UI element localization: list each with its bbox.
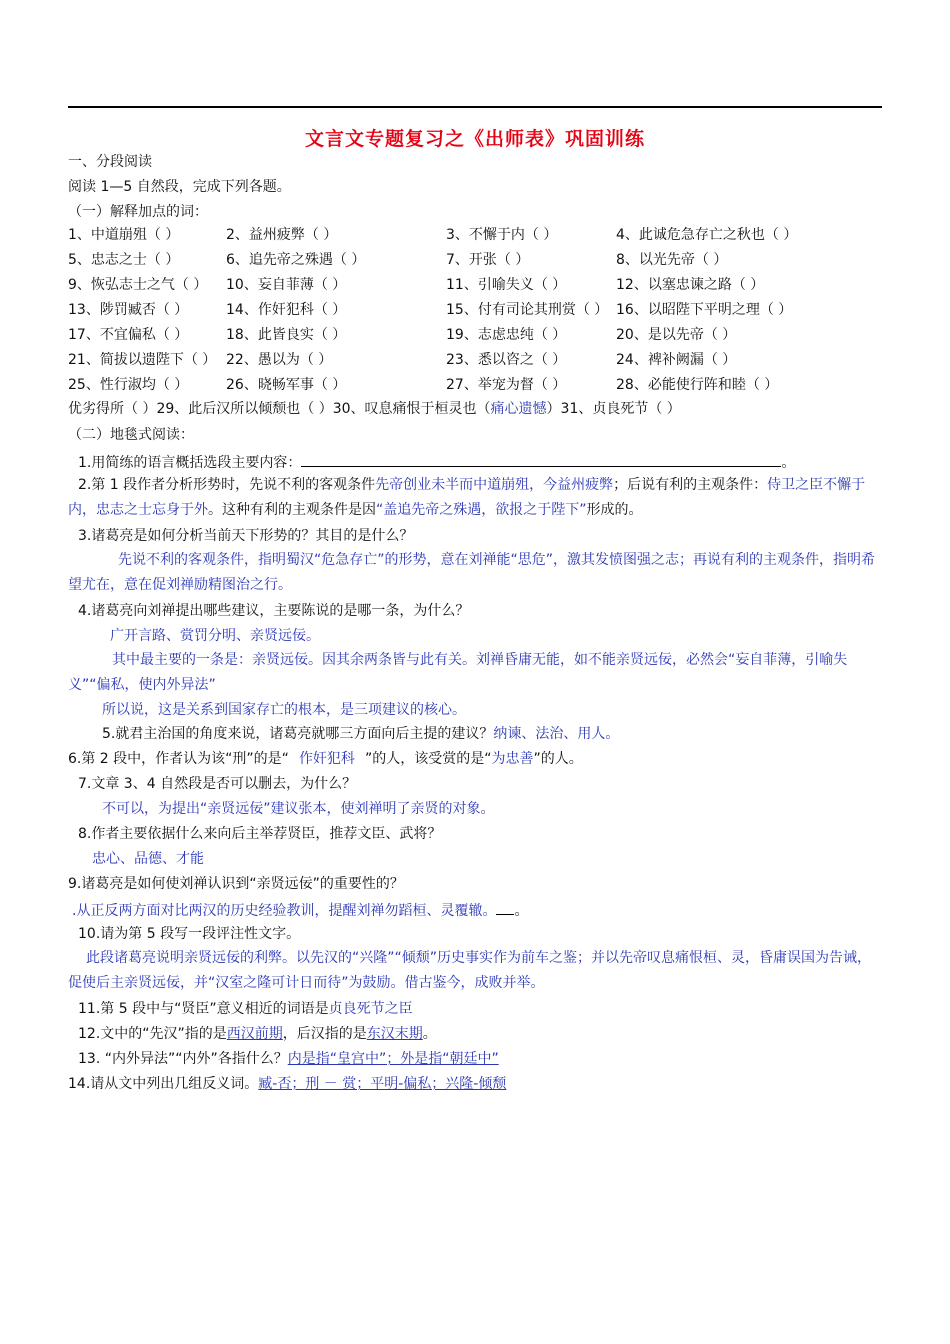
answer-9: .从正反两方面对比两汉的历史经验教训，提醒刘禅勿蹈桓、灵覆辙。 。 — [72, 900, 892, 920]
vocab-item: 5、忠志之士（ ） — [68, 252, 180, 268]
vocab-item: 8、以光先帝（ ） — [616, 252, 728, 268]
vocab-item: 7、开张（ ） — [446, 252, 530, 268]
vocab-item: 22、愚以为（ ） — [226, 352, 333, 368]
vocab-item: 3、不懈于内（ ） — [446, 227, 558, 243]
vocab-item: 20、是以先帝（ ） — [616, 327, 737, 343]
vocab-item: 4、此诚危急存亡之秋也（ ） — [616, 227, 798, 243]
answer-blank[interactable] — [496, 900, 514, 915]
vocab-item: 27、举宠为督（ ） — [446, 377, 567, 393]
question-14: 14.请从文中列出几组反义词。臧-否；刑 － 赏；平明-偏私；兴隆-倾颓 — [68, 1076, 507, 1092]
vocab-item: 9、恢弘志士之气（ ） — [68, 277, 208, 293]
header-rule — [68, 106, 882, 108]
question-11: 11.第 5 段中与“贤臣”意义相近的词语是贞良死节之臣 — [78, 1001, 413, 1017]
question-9: 9.诸葛亮是如何使刘禅认识到“亲贤远佞”的重要性的？ — [68, 876, 404, 892]
vocab-item: 26、晓畅军事（ ） — [226, 377, 347, 393]
vocab-item: 15、付有司论其刑赏（ ） — [446, 302, 609, 318]
subsection-heading-2: （二）地毯式阅读： — [68, 427, 194, 443]
answer-7: 不可以，为提出“亲贤远佞”建议张本，使刘禅明了亲贤的对象。 — [102, 801, 495, 817]
answer-4-2: 其中最主要的一条是：亲贤远佞。因其余两条皆与此有关。刘禅昏庸无能，如不能亲贤远佞，必然会“妄自菲薄，引喻失义”“偏私，使内外异法” — [68, 652, 848, 693]
question-5: 5.就君主治国的角度来说，诸葛亮就哪三方面向后主提的建议？纳谏、法治、用人。 — [102, 726, 620, 742]
vocab-row — [68, 226, 888, 244]
question-6: 6.第 2 段中，作者认为该“刑”的是“ 作奸犯科 ”的人，该受赏的是“为忠善”的人。 — [68, 751, 583, 767]
vocab-item: 19、志虑忠纯（ ） — [446, 327, 567, 343]
question-8: 8.作者主要依据什么来向后主举荐贤臣，推荐文臣、武将？ — [78, 826, 442, 842]
vocab-row — [68, 251, 888, 269]
vocab-item: 13、陟罚臧否（ ） — [68, 302, 189, 318]
question-2: 2.第 1 段作者分析形势时，先说不利的客观条件先帝创业未半而中道崩殂，今益州疲弊；后说有利的主观条件：侍卫之臣不懈于内，忠志之士忘身于外。这种有利的主观条件是因“盖追先帝之殊遇，欲报之于陛下”形成的。 — [68, 477, 866, 518]
vocab-row — [68, 376, 888, 394]
answer-8: 忠心、品德、才能 — [92, 851, 204, 867]
answer-3: 先说不利的客观条件，指明蜀汉“危急存亡”的形势，意在刘禅能“思危”，激其发愤图强之志；再说有利的主观条件，指明希望尤在，意在促刘禅励精图治之行。 — [68, 552, 876, 593]
question-13: 13. “内外异法”“内外”各指什么？内是指“皇宫中”；外是指“朝廷中” — [78, 1051, 499, 1067]
vocab-item: 16、以昭陛下平明之理（ ） — [616, 302, 793, 318]
vocab-item: 1、中道崩殂（ ） — [68, 227, 180, 243]
answer-10: 此段诸葛亮说明亲贤远佞的利弊。以先汉的“兴隆”“倾颓”历史事实作为前车之鉴；并以先帝叹息痛恨桓、灵，昏庸误国为告诫，促使后主亲贤远佞，并“汉室之隆可计日而待”为鼓励。借古鉴今，成败并举。 — [68, 950, 872, 991]
vocab-item: 2、益州疲弊（ ） — [226, 227, 338, 243]
answer-4-3: 所以说，这是关系到国家存亡的根本，是三项建议的核心。 — [102, 702, 466, 718]
vocab-last-row: 优劣得所（ ）29、此后汉所以倾颓也（ ）30、叹息痛恨于桓灵也（痛心遗憾）31、贞良死节（ ） — [68, 401, 681, 417]
section-heading: 一、分段阅读 — [68, 154, 152, 170]
vocab-item: 17、不宜偏私（ ） — [68, 327, 189, 343]
vocab-item: 21、简拔以遗陛下（ ） — [68, 352, 217, 368]
question-4: 4.诸葛亮向刘禅提出哪些建议，主要陈说的是哪一条，为什么？ — [78, 603, 470, 619]
question-12: 12.文中的“先汉”指的是西汉前期，后汉指的是东汉末期。 — [78, 1026, 437, 1042]
question-1: 1.用简练的语言概括选段主要内容： 。 — [78, 452, 898, 472]
vocab-item: 10、妄自菲薄（ ） — [226, 277, 347, 293]
vocab-item: 23、悉以咨之（ ） — [446, 352, 567, 368]
answer-4-1: 广开言路、赏罚分明、亲贤远佞。 — [110, 628, 320, 644]
vocab-item: 12、以塞忠谏之路（ ） — [616, 277, 765, 293]
vocab-row — [68, 276, 888, 294]
vocab-row — [68, 301, 888, 319]
instruction: 阅读 1—5 自然段，完成下列各题。 — [68, 179, 291, 195]
vocab-item: 11、引喻失义（ ） — [446, 277, 567, 293]
vocab-item: 24、裨补阙漏（ ） — [616, 352, 737, 368]
vocab-row — [68, 326, 888, 344]
page-title: 文言文专题复习之《出师表》巩固训练 — [304, 128, 645, 150]
question-3: 3.诸葛亮是如何分析当前天下形势的？其目的是什么？ — [78, 528, 414, 544]
vocab-item: 6、追先帝之殊遇（ ） — [226, 252, 366, 268]
question-10: 10.请为第 5 段写一段评注性文字。 — [78, 926, 301, 942]
answer-blank[interactable] — [301, 452, 781, 467]
vocab-item: 14、作奸犯科（ ） — [226, 302, 347, 318]
vocab-row — [68, 351, 888, 369]
subsection-heading: （一）解释加点的词： — [68, 204, 208, 220]
vocab-item: 25、性行淑均（ ） — [68, 377, 189, 393]
question-7: 7.文章 3、4 自然段是否可以删去，为什么？ — [78, 776, 357, 792]
vocab-item: 28、必能使行阵和睦（ ） — [616, 377, 779, 393]
vocab-item: 18、此皆良实（ ） — [226, 327, 347, 343]
